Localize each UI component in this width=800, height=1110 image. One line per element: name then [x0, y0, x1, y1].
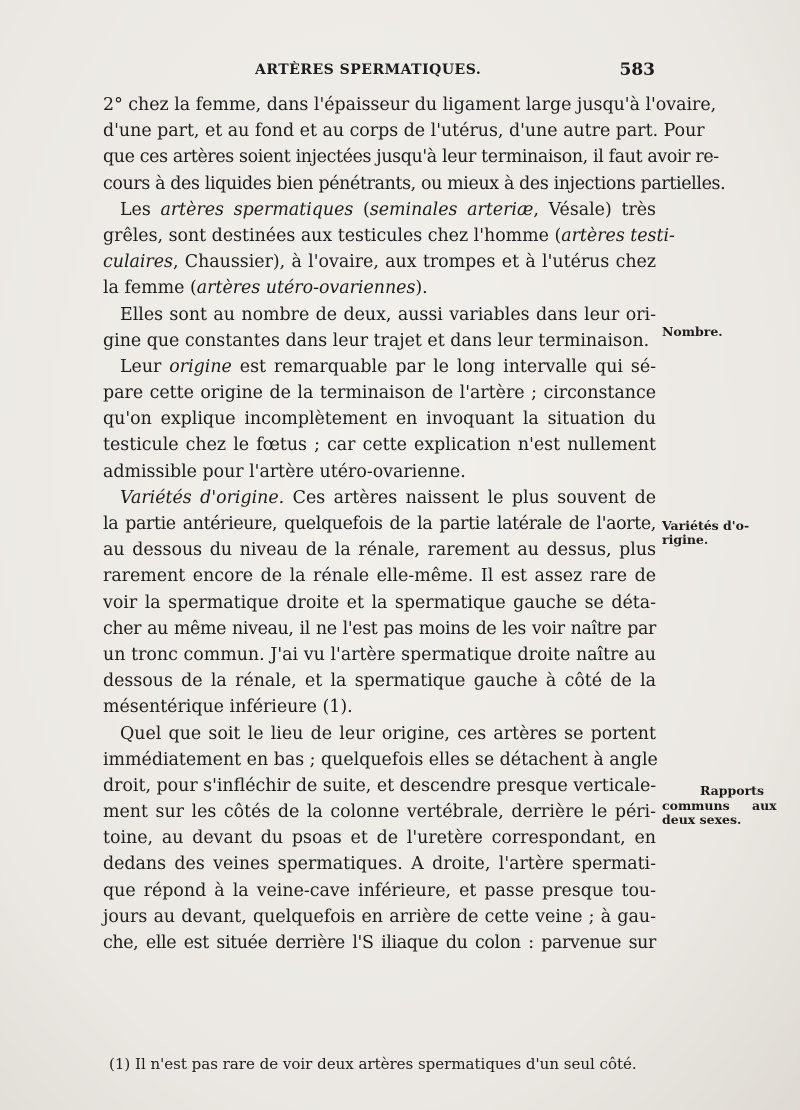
- text-line: gine que constantes dans leur trajet et dans leur terminaison.: [103, 330, 650, 351]
- text-line: voir la spermatique droite et la spermatique gauche se déta-: [103, 592, 656, 613]
- margin-note-rapports-2: communs aux: [662, 798, 777, 813]
- italic-term: artères spermatiques: [160, 199, 354, 220]
- text-line: 2° chez la femme, dans l'épaisseur du ligament large jusqu'à l'ovaire,: [103, 95, 717, 115]
- text-line: au dessous du niveau de la rénale, rarement au dessus, plus: [103, 540, 656, 561]
- italic-term: Variétés d'origine.: [120, 487, 285, 508]
- margin-note-varietes: Variétés d'o-rigine.: [662, 518, 750, 547]
- text-line: immédiatement en bas ; quelquefois elles se détachent à angle: [103, 749, 658, 770]
- text-line: Leur origine est remarquable par le long intervalle qui sé-: [120, 356, 656, 377]
- italic-term: artères utéro-ovariennes: [196, 278, 416, 299]
- text-line: jours au devant, quelquefois en arrière de cette veine ; à gau-: [103, 906, 656, 927]
- text-line: Quel que soit le lieu de leur origine, ces artères se portent: [120, 723, 656, 744]
- text-line: culaires, Chaussier), à l'ovaire, aux trompes et à l'utérus chez: [103, 252, 656, 273]
- text-line: que ces artères soient injectées jusqu'à leur terminaison, il faut avoir re-: [103, 147, 719, 168]
- page-number: 583: [619, 60, 655, 80]
- text-line: la femme (artères utéro-ovariennes).: [103, 278, 428, 299]
- page-header: [255, 60, 655, 88]
- text-line: rarement encore de la rénale elle-même. Il est assez rare de: [103, 566, 656, 587]
- text-line: un tronc commun. J'ai vu l'artère spermatique droite naître au: [103, 644, 656, 665]
- running-head: ARTÈRES SPERMATIQUES.: [255, 62, 482, 78]
- margin-note-rapports-3: deux sexes.: [662, 812, 742, 827]
- text-line: la partie antérieure, quelquefois de la partie latérale de l'aorte,: [103, 514, 656, 534]
- text-line: ment sur les côtés de la colonne vertébrale, derrière le péri-: [103, 802, 656, 823]
- text-line: cours à des liquides bien pénétrants, ou mieux à des injections partielles.: [103, 173, 726, 194]
- text-line: pare cette origine de la terminaison de l'artère ; circonstance: [103, 383, 656, 404]
- text-line: grêles, sont destinées aux testicules chez l'homme (artères testi-: [103, 225, 675, 246]
- text-line: testicule chez le fœtus ; car cette explication n'est nullement: [103, 435, 656, 456]
- margin-note-rapports-1: Rapports: [700, 783, 764, 798]
- text-line: qu'on explique incomplètement en invoquant la situation du: [103, 409, 656, 430]
- margin-note-nombre: Nombre.: [662, 324, 723, 339]
- text-line: Elles sont au nombre de deux, aussi variables dans leur ori-: [120, 304, 656, 325]
- text-line: Variétés d'origine. Ces artères naissent le plus souvent de: [120, 487, 656, 508]
- text-line: droit, pour s'infléchir de suite, et descendre presque verticale-: [103, 775, 657, 796]
- footnote: (1) Il n'est pas rare de voir deux artères spermatiques d'un seul côté.: [109, 1055, 637, 1073]
- text-line: d'une part, et au fond et au corps de l'utérus, d'une autre part. Pour: [103, 121, 705, 142]
- text-line: cher au même niveau, il ne l'est pas moins de les voir naître par: [103, 618, 656, 639]
- text-line: che, elle est située derrière l'S iliaque du colon : parvenue sur: [103, 933, 656, 953]
- italic-term: seminales arteriæ: [369, 199, 534, 220]
- italic-term: origine: [169, 356, 232, 377]
- text-line: dessous de la rénale, et la spermatique gauche à côté de la: [103, 671, 656, 692]
- text-line: mésentérique inférieure (1).: [103, 697, 353, 718]
- text-line: Les artères spermatiques (seminales arteriæ, Vésale) très: [120, 199, 656, 220]
- text-line: toine, au devant du psoas et de l'uretère correspondant, en: [103, 828, 656, 849]
- italic-term: culaires: [103, 252, 173, 273]
- italic-term: artères testi-: [561, 225, 675, 246]
- text-line: dedans des veines spermatiques. A droite, l'artère spermati-: [103, 854, 656, 875]
- text-line: que répond à la veine-cave inférieure, et passe presque tou-: [103, 880, 656, 901]
- text-line: admissible pour l'artère utéro-ovarienne.: [103, 461, 466, 482]
